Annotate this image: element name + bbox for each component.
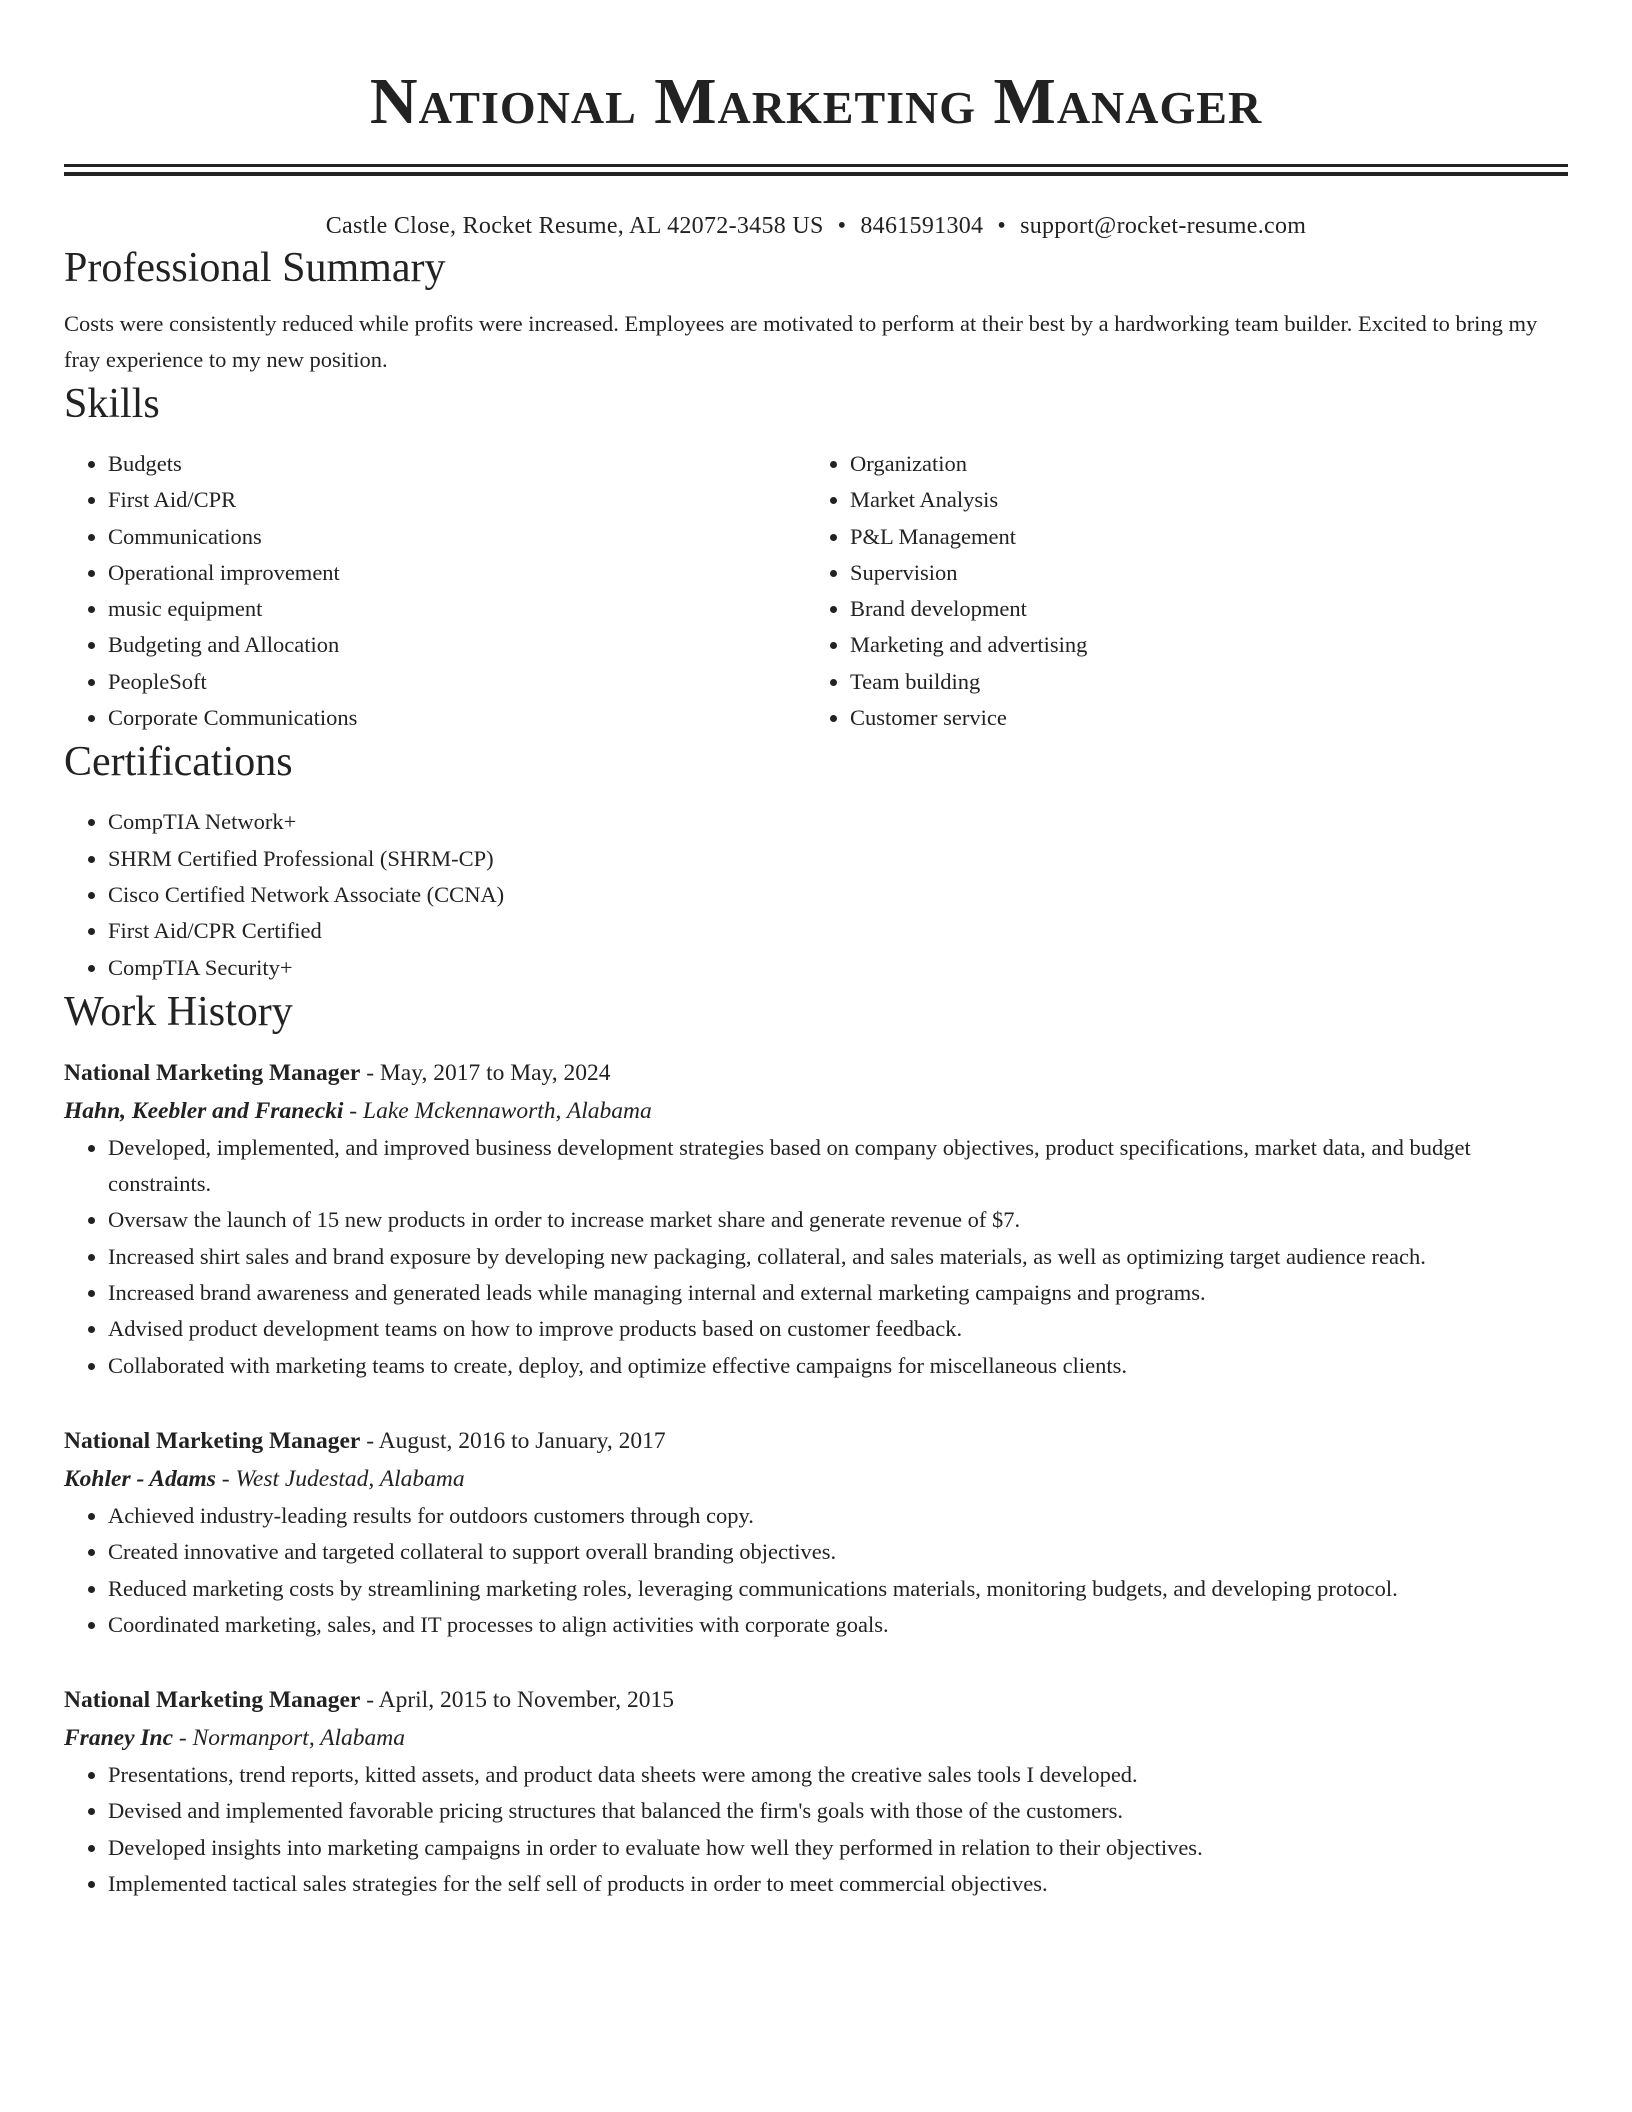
job-title-line — [64, 1681, 1568, 1719]
job-title: National Marketing Manager — [64, 1687, 361, 1714]
job-bullet: • Achieved industry-leading results for outdoors customers through copy. — [108, 1498, 1568, 1534]
resume-page — [64, 0, 1568, 1902]
certification-item: • Cisco Certified Network Associate (CCNA) — [108, 877, 1568, 913]
skill-item: • First Aid/CPR — [108, 482, 806, 518]
skill-item: • Marketing and advertising — [850, 627, 1548, 663]
job-bullet: • Oversaw the launch of 15 new products in order to increase market share and generate revenue of $7. — [108, 1202, 1568, 1238]
skills-grid — [64, 446, 1568, 736]
job-bullet: • Coordinated marketing, sales, and IT processes to align activities with corporate goals. — [108, 1607, 1568, 1643]
skill-item: • PeopleSoft — [108, 664, 806, 700]
contact-separator: • — [837, 213, 847, 239]
job-bullet: • Collaborated with marketing teams to create, deploy, and optimize effective campaigns for miscellaneous clients. — [108, 1348, 1568, 1384]
job-dates: - May, 2017 to May, 2024 — [360, 1059, 611, 1086]
job-bullet: • Devised and implemented favorable pricing structures that balanced the firm's goals with those of the customers. — [108, 1793, 1568, 1829]
job-location: - Lake Mckennaworth, Alabama — [343, 1097, 652, 1124]
resume-title: National Marketing Manager — [369, 65, 1263, 138]
skill-item: • Communications — [108, 519, 806, 555]
job-entry — [64, 1054, 1568, 1384]
job-bullet-list — [64, 1757, 1568, 1902]
job-bullet: • Developed insights into marketing campaigns in order to evaluate how well they performed in relation to their objectives. — [108, 1830, 1568, 1866]
skills-column-left — [64, 446, 806, 736]
work-history-heading: Work History — [64, 988, 293, 1035]
job-company-line — [64, 1719, 1568, 1757]
job-dates: - August, 2016 to January, 2017 — [360, 1427, 666, 1454]
skills-list-right — [806, 446, 1548, 736]
job-entry — [64, 1422, 1568, 1643]
title-divider-top — [64, 164, 1568, 167]
job-location: - West Judestad, Alabama — [215, 1465, 465, 1492]
job-title: National Marketing Manager — [64, 1427, 361, 1454]
job-bullet: • Created innovative and targeted collateral to support overall branding objectives. — [108, 1534, 1568, 1570]
skill-item: • Supervision — [850, 555, 1548, 591]
title-divider-bottom — [64, 172, 1568, 176]
certification-item: • First Aid/CPR Certified — [108, 913, 1568, 949]
certification-item: • CompTIA Security+ — [108, 950, 1568, 986]
job-title: National Marketing Manager — [64, 1059, 361, 1086]
skill-item: • Brand development — [850, 591, 1548, 627]
job-company-line — [64, 1460, 1568, 1498]
certification-item: • SHRM Certified Professional (SHRM-CP) — [108, 841, 1568, 877]
skills-column-right — [806, 446, 1548, 736]
skills-list-left — [64, 446, 806, 736]
contact-address: Castle Close, Rocket Resume, AL 42072-3458 US — [325, 213, 824, 239]
skill-item: • Corporate Communications — [108, 700, 806, 736]
job-company-line — [64, 1092, 1568, 1130]
job-company: Franey Inc — [64, 1725, 174, 1752]
summary-text: Costs were consistently reduced while profits were increased. Employees are motivated to perform at their best by a hardworking team builder. Excited to bring my fray experience to my new position. — [64, 311, 1538, 372]
skill-item: • Budgets — [108, 446, 806, 482]
job-bullet-list — [64, 1498, 1568, 1643]
contact-email[interactable]: support@rocket-resume.com — [1020, 213, 1307, 239]
summary-heading: Professional Summary — [64, 245, 446, 291]
job-entry — [64, 1681, 1568, 1902]
job-bullet: • Developed, implemented, and improved business development strategies based on company objectives, product specifications, market data, and budget constraints. — [108, 1130, 1568, 1203]
certification-item: • CompTIA Network+ — [108, 804, 1568, 840]
skills-heading: Skills — [64, 381, 160, 427]
job-bullet: • Implemented tactical sales strategies for the self sell of products in order to meet commercial objectives. — [108, 1866, 1568, 1902]
job-bullet: • Increased shirt sales and brand exposure by developing new packaging, collateral, and sales materials, as well as optimizing target audience reach. — [108, 1239, 1568, 1275]
job-title-line — [64, 1054, 1568, 1092]
skill-item: • music equipment — [108, 591, 806, 627]
skill-item: • Team building — [850, 664, 1548, 700]
job-location: - Normanport, Alabama — [173, 1725, 406, 1752]
job-company: Hahn, Keebler and Franecki — [64, 1097, 344, 1124]
skill-item: • Market Analysis — [850, 482, 1548, 518]
skill-item: • Organization — [850, 446, 1548, 482]
contact-line — [64, 210, 1568, 242]
contact-separator: • — [997, 213, 1007, 239]
job-bullet: • Advised product development teams on how to improve products based on customer feedback. — [108, 1311, 1568, 1347]
skill-item: • Operational improvement — [108, 555, 806, 591]
skill-item: • P&L Management — [850, 519, 1548, 555]
job-bullet: • Reduced marketing costs by streamlining marketing roles, leveraging communications materials, monitoring budgets, and developing protocol. — [108, 1571, 1568, 1607]
certifications-list — [64, 804, 1568, 985]
work-history-list — [64, 1054, 1568, 1902]
job-bullet-list — [64, 1130, 1568, 1384]
skill-item: • Customer service — [850, 700, 1548, 736]
job-bullet: • Presentations, trend reports, kitted assets, and product data sheets were among the creative sales tools I developed. — [108, 1757, 1568, 1793]
job-bullet: • Increased brand awareness and generated leads while managing internal and external marketing campaigns and programs. — [108, 1275, 1568, 1311]
skill-item: • Budgeting and Allocation — [108, 627, 806, 663]
job-company: Kohler - Adams — [64, 1465, 216, 1492]
job-title-line — [64, 1422, 1568, 1460]
certifications-heading: Certifications — [64, 739, 293, 786]
contact-phone[interactable]: 8461591304 — [860, 213, 984, 239]
job-dates: - April, 2015 to November, 2015 — [360, 1687, 674, 1714]
